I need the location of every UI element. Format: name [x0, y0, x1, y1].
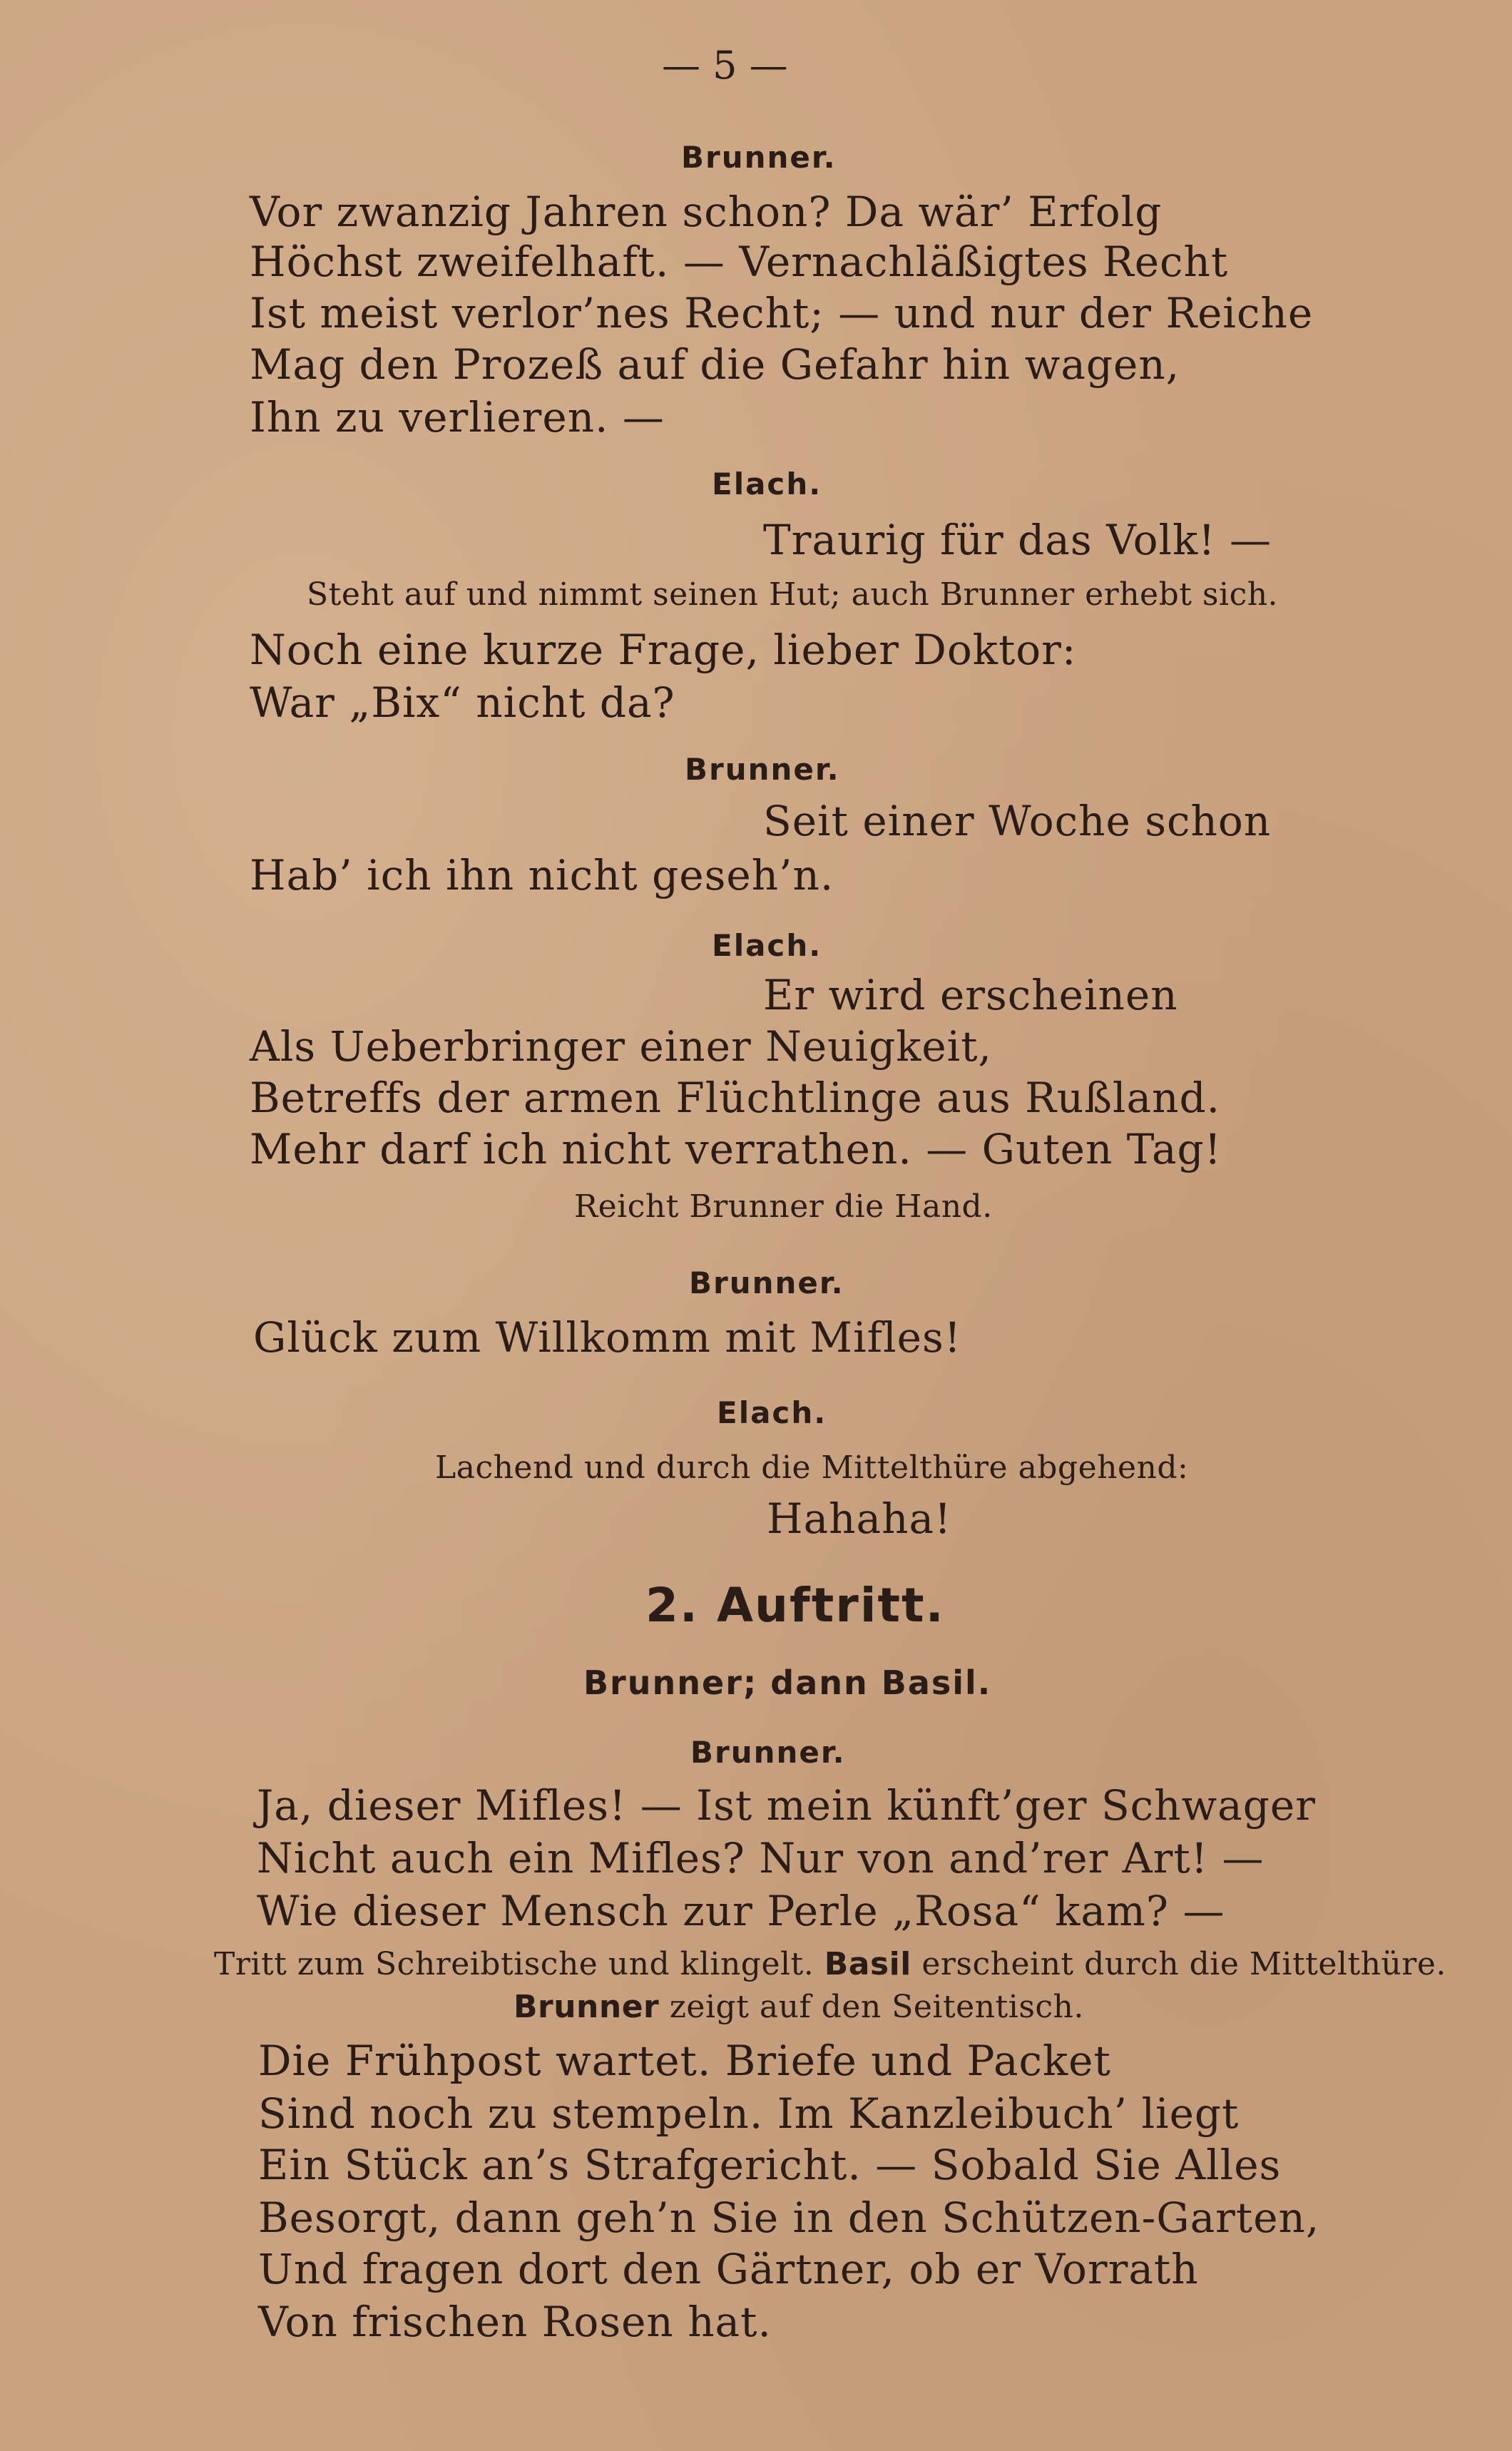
verse-line: Mag den Prozeß auf die Gefahr hin wagen, [250, 340, 1180, 389]
speaker-name: Elach. [717, 1395, 827, 1430]
scene-heading: 2. Auftritt. [645, 1578, 945, 1633]
verse-line: Ja, dieser Mifles! — Ist mein künft’ger Schwager [257, 1781, 1316, 1830]
speaker-name: Elach. [712, 928, 822, 963]
verse-line: Er wird erscheinen [763, 971, 1178, 1019]
speaker-name: Brunner. [689, 1265, 844, 1300]
stage-character: Basil [824, 1946, 911, 1982]
verse-line: War „Bix“ nicht da? [250, 678, 675, 727]
stage-direction [514, 1989, 1084, 2025]
verse-line: Von frischen Rosen hat. [258, 2298, 772, 2346]
verse-line: Glück zum Willkomm mit Mifles! [253, 1313, 962, 1362]
verse-line: Ist meist verlor’nes Recht; — und nur der Reiche [250, 289, 1314, 337]
verse-line: Höchst zweifelhaft. — Vernachläßigtes Recht [250, 238, 1229, 286]
verse-line: Und fragen dort den Gärtner, ob er Vorrath [258, 2245, 1199, 2293]
stage-direction: Lachend und durch die Mittelthüre abgehend: [435, 1449, 1189, 1486]
stage-direction [214, 1946, 1446, 1982]
scene-characters: Brunner; dann Basil. [583, 1663, 992, 1702]
stage-direction: Steht auf und nimmt seinen Hut; auch Brunner erhebt sich. [307, 576, 1279, 613]
speaker-name: Elach. [712, 467, 822, 501]
verse-line: Vor zwanzig Jahren schon? Da wär’ Erfolg [250, 188, 1163, 236]
verse-line: Ein Stück an’s Strafgericht. — Sobald Sie Alles [258, 2141, 1282, 2189]
verse-line: Seit einer Woche schon [763, 797, 1272, 845]
speaker-name: Brunner. [681, 140, 837, 175]
stage-character: Brunner [514, 1989, 660, 2025]
speaker-name: Brunner. [685, 752, 840, 787]
verse-line: Als Ueberbringer einer Neuigkeit, [250, 1022, 992, 1071]
page-number: — 5 — [662, 43, 788, 88]
verse-line: Besorgt, dann geh’n Sie in den Schützen-Garten, [258, 2193, 1320, 2242]
verse-line: Noch eine kurze Frage, lieber Doktor: [250, 626, 1077, 674]
verse-line: Wie dieser Mensch zur Perle „Rosa“ kam? — [257, 1887, 1225, 1935]
speaker-name: Brunner. [690, 1735, 846, 1770]
verse-line: Betreffs der armen Flüchtlinge aus Rußland. [250, 1074, 1221, 1122]
stage-text: zeigt auf den Seitentisch. [669, 1989, 1084, 2025]
stage-text: erscheint durch die Mittelthüre. [921, 1946, 1446, 1982]
verse-line: Ihn zu verlieren. — [250, 393, 665, 442]
verse-line: Nicht auch ein Mifles? Nur von and’rer Art! — [257, 1834, 1265, 1882]
verse-line: Die Frühpost wartet. Briefe und Packet [258, 2037, 1111, 2085]
stage-text: Tritt zum Schreibtische und klingelt. [214, 1946, 814, 1982]
verse-line: Traurig für das Volk! — [763, 516, 1272, 564]
verse-line: Sind noch zu stempeln. Im Kanzleibuch’ liegt [258, 2089, 1240, 2138]
verse-line: Hab’ ich ihn nicht geseh’n. [250, 851, 834, 900]
stage-direction: Reicht Brunner die Hand. [574, 1188, 993, 1225]
verse-line: Hahaha! [767, 1494, 952, 1543]
verse-line: Mehr darf ich nicht verrathen. — Guten Tag! [250, 1125, 1222, 1173]
